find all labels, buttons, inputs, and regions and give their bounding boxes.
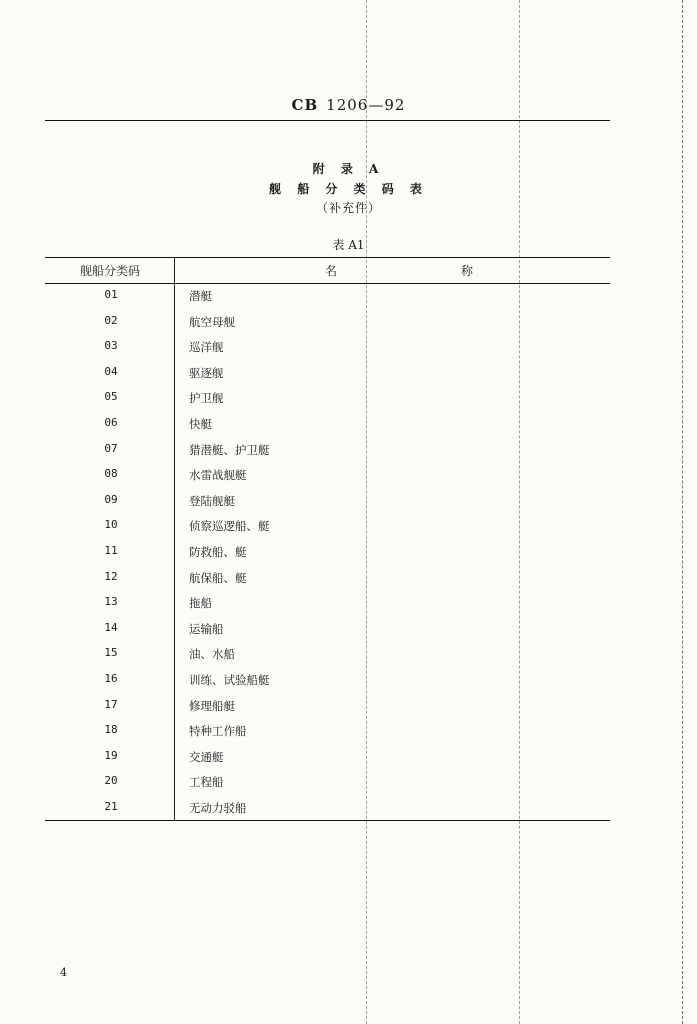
- row-code: 04: [104, 364, 118, 378]
- row-name: 猎潜艇、护卫艇: [189, 442, 270, 457]
- table-row: [45, 641, 610, 667]
- table-row: [45, 565, 610, 591]
- table-row: [45, 462, 610, 488]
- row-name: 无动力驳船: [189, 800, 247, 815]
- row-name: 潜艇: [189, 289, 212, 303]
- row-code: 01: [104, 288, 118, 301]
- row-name: 训练、试验船艇: [189, 672, 270, 687]
- table-row: [45, 488, 610, 514]
- row-name: 护卫舰: [189, 391, 224, 406]
- row-code: 15: [104, 646, 118, 660]
- row-name: 防救船、艇: [189, 544, 247, 559]
- row-code: 02: [104, 313, 118, 327]
- row-code: 07: [104, 441, 118, 455]
- row-name: 侦察巡逻船、艇: [189, 519, 270, 534]
- row-code: 16: [104, 671, 118, 685]
- column-header-name-left: 名: [325, 264, 338, 278]
- table-row: [45, 744, 610, 770]
- table-row: [45, 616, 610, 642]
- column-header-code: 舰船分类码: [79, 264, 140, 278]
- row-code: 05: [104, 390, 118, 404]
- table-row: [45, 513, 610, 539]
- row-name: 航保船、艇: [189, 570, 247, 585]
- standard-prefix: CB: [291, 96, 319, 114]
- table-row: [45, 795, 610, 821]
- row-name: 驱逐舰: [189, 365, 224, 380]
- row-code: 11: [104, 543, 118, 557]
- table-body: [45, 283, 610, 820]
- row-code: 18: [104, 723, 118, 737]
- row-name: 修理船艇: [189, 698, 235, 713]
- row-code: 19: [104, 748, 118, 762]
- row-code: 09: [104, 492, 118, 506]
- row-code: 14: [104, 620, 118, 634]
- row-code: 12: [104, 569, 118, 583]
- table-row: [45, 667, 610, 693]
- table-row: [45, 539, 610, 565]
- row-code: 10: [104, 518, 118, 532]
- standard-number: 1206—92: [326, 96, 406, 114]
- table-row: [45, 283, 610, 309]
- row-code: 03: [104, 339, 118, 353]
- table-row: [45, 411, 610, 437]
- table-row: [45, 769, 610, 795]
- table-caption: 表 A1: [332, 238, 365, 252]
- standard-code: [0, 96, 697, 114]
- row-name: 特种工作船: [189, 724, 247, 739]
- row-code: 21: [104, 799, 118, 813]
- row-code: 08: [104, 467, 118, 481]
- row-name: 巡洋舰: [189, 340, 224, 355]
- column-header-name-right: 称: [461, 264, 474, 278]
- row-name: 拖船: [189, 596, 212, 611]
- row-code: 06: [104, 415, 118, 429]
- row-code: 20: [104, 774, 118, 788]
- table-row: [45, 590, 610, 616]
- row-name: 快艇: [189, 416, 212, 431]
- row-name: 航空母舰: [189, 314, 235, 329]
- row-code: 17: [104, 697, 118, 711]
- table-row: [45, 718, 610, 744]
- row-name: 水雷战舰艇: [189, 468, 247, 483]
- row-name: 交通艇: [189, 749, 224, 764]
- scan-artifact-line: [682, 0, 683, 1024]
- row-name: 运输船: [189, 621, 224, 636]
- row-name: 油、水船: [189, 647, 235, 662]
- table-row: [45, 309, 610, 335]
- table-row: [45, 385, 610, 411]
- table-row: [45, 360, 610, 386]
- table-row: [45, 437, 610, 463]
- row-name: 登陆舰艇: [189, 493, 235, 508]
- table-row: [45, 334, 610, 360]
- row-name: 工程船: [189, 775, 224, 790]
- appendix-label: 附 录 A: [312, 162, 385, 176]
- header-rule: [45, 120, 610, 121]
- table-row: [45, 693, 610, 719]
- table-header: [45, 258, 610, 283]
- row-code: 13: [104, 595, 118, 609]
- appendix-note: （补充件）: [315, 201, 381, 215]
- table-bottom-rule: [45, 820, 610, 821]
- appendix-title: 舰 船 分 类 码 表: [269, 182, 428, 196]
- page-number: 4: [60, 966, 67, 979]
